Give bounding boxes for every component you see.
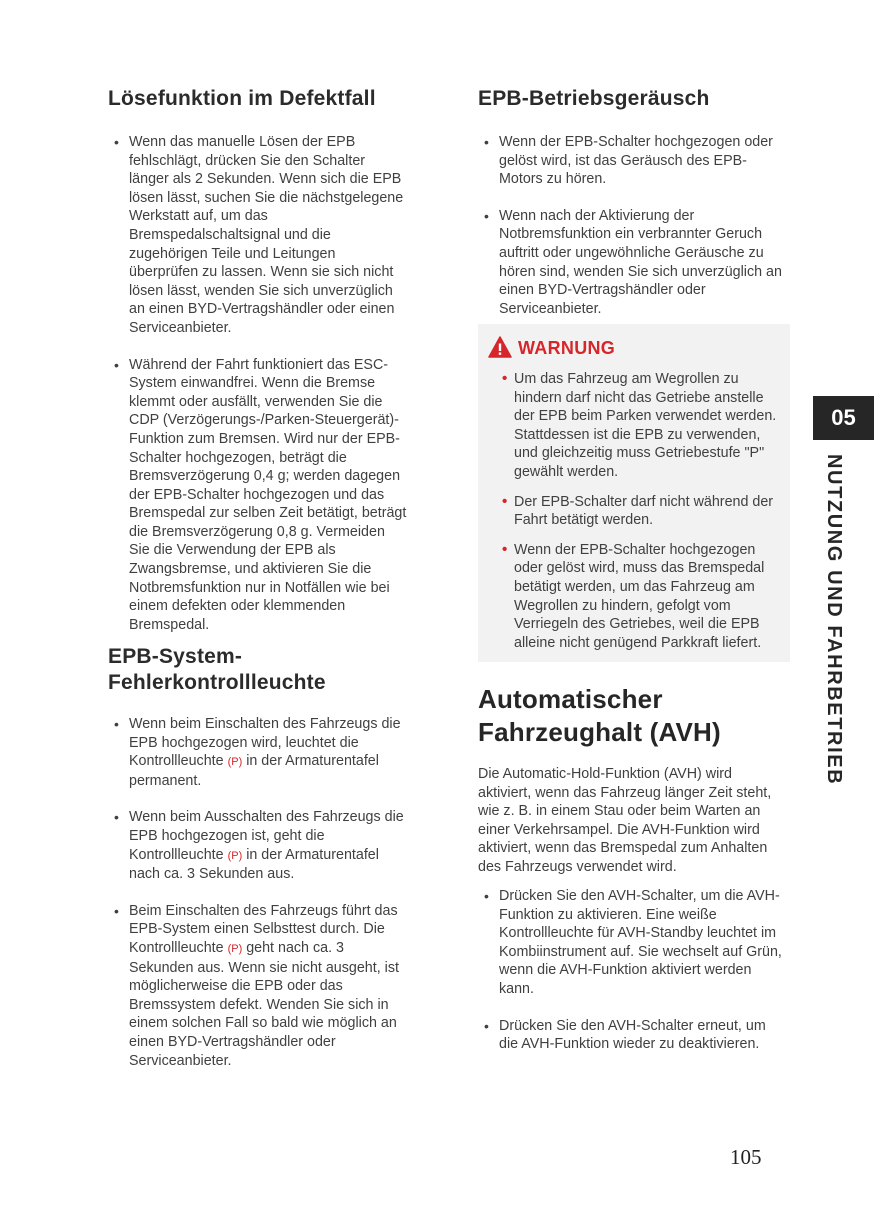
list-item-text: Wenn das manuelle Lösen der EPB fehlschlägt, drücken Sie den Schalter länger als 2 Sekunden. Wenn sich die EPB lösen lässt, suchen Sie die nächstgelegene Werkstatt auf, um das Bremspedalschaltsignal und die zugehörigen Teile und Leitungen überprüfen zu lassen. Wenn sie sich nicht lösen lässt, wenden Sie sich unverzüglich an einen BYD-Vertragshändler oder einen Serviceanbieter.	[129, 134, 404, 336]
list-item	[478, 887, 788, 999]
bullet-icon: •	[502, 540, 508, 558]
list-item-text: Wenn der EPB-Schalter hochgezogen oder gelöst wird, muss das Bremspedal betätigt werden, um das Fahrzeug am Wegrollen zu hindern, gefolgt vom Verriegeln des Getriebes, weil die EPB alleine nicht genügend Parkkraft liefert.	[514, 541, 765, 651]
defect-release-list	[108, 133, 408, 652]
title-line-1: EPB-System-	[108, 645, 243, 668]
list-item-text: Beim Einschalten des Fahrzeugs führt das EPB-System einen Selbsttest durch. Die Kontrollleuchte	[129, 902, 398, 956]
list-item	[502, 370, 784, 482]
list-item-text: in der Armaturentafel permanent.	[129, 753, 379, 789]
list-item	[108, 715, 408, 790]
page-number: 105	[730, 1145, 762, 1169]
warning-title: WARNUNG	[518, 338, 616, 358]
list-item	[502, 541, 784, 653]
avh-list	[478, 887, 788, 1072]
bullet-icon: •	[502, 492, 508, 510]
parking-brake-indicator-icon: (P)	[227, 849, 243, 862]
bullet-icon: •	[484, 207, 489, 224]
warning-list	[502, 370, 784, 663]
list-item-text: Der EPB-Schalter darf nicht während der Fahrt betätigt werden.	[514, 493, 774, 529]
bullet-icon: •	[114, 716, 119, 732]
parking-brake-indicator-icon: (P)	[227, 756, 243, 769]
section-title-epb-noise: EPB-Betriebsgeräusch	[478, 87, 710, 110]
warning-triangle-icon	[488, 336, 512, 358]
list-item	[478, 133, 788, 189]
parking-brake-indicator-icon: (P)	[227, 942, 243, 955]
section-title-epb-indicator	[108, 644, 408, 696]
section-title-defect-release: Lösefunktion im Defektfall	[108, 87, 376, 110]
chapter-label: NUTZUNG UND FAHRBETRIEB	[823, 454, 845, 786]
list-item-text: Drücken Sie den AVH-Schalter erneut, um die AVH-Funktion wieder zu deaktivieren.	[499, 1017, 766, 1053]
list-item-text: geht nach ca. 3 Sekunden aus. Wenn sie nicht ausgeht, ist möglicherweise die EPB oder das Bremssystem defekt. Wenden Sie sich in einem solchen Fall so bald wie möglich an einen BYD-Vertragshändler oder Serviceanbieter.	[129, 939, 399, 1069]
list-item	[502, 493, 784, 530]
bullet-icon: •	[484, 888, 489, 904]
list-item-text: Wenn beim Ausschalten des Fahrzeugs die EPB hochgezogen ist, geht die Kontrollleuchte	[129, 809, 404, 863]
bullet-icon: •	[484, 1017, 489, 1034]
list-item-text: Um das Fahrzeug am Wegrollen zu hindern darf nicht das Getriebe anstelle der EPB beim Parken verwendet werden. Stattdessen ist die EPB zu verwenden, und gleichzeitig muss Getriebestufe "P" gewählt werden.	[514, 371, 777, 480]
list-item	[108, 133, 408, 338]
bullet-icon: •	[484, 134, 489, 150]
title-line-2: Fehlerkontrollleuchte	[108, 671, 326, 694]
bullet-icon: •	[114, 809, 119, 826]
epb-noise-list	[478, 133, 788, 336]
list-item	[108, 902, 408, 1070]
bullet-icon: •	[114, 902, 119, 919]
bullet-icon: •	[114, 356, 119, 373]
warning-box	[478, 324, 790, 662]
list-item-text: Wenn der EPB-Schalter hochgezogen oder gelöst wird, ist das Geräusch des EPB-Motors zu hören.	[499, 134, 773, 188]
bullet-icon: •	[114, 134, 119, 150]
list-item-text: in der Armaturentafel nach ca. 3 Sekunden aus.	[129, 846, 379, 883]
list-item	[108, 356, 408, 635]
epb-indicator-list	[108, 715, 408, 1088]
list-item	[108, 808, 408, 883]
list-item-text: Wenn nach der Aktivierung der Notbremsfunktion ein verbrannter Geruch auftritt oder ungewöhnliche Geräusche zu hören sind, wenden Sie sich unverzüglich an einen BYD-Vertragshändler oder Serviceanbieter.	[499, 207, 782, 317]
list-item-text: Wenn beim Einschalten des Fahrzeugs die EPB hochgezogen wird, leuchtet die Kontrollleuchte	[129, 716, 401, 770]
avh-intro-paragraph: Die Automatic-Hold-Funktion (AVH) wird aktiviert, wenn das Fahrzeug länger Zeit steht, wie z. B. in einem Stau oder beim Warten an einer Verkehrsampel. Die AVH-Funktion wird aktiviert, wenn das Bremspedal zum Anhalten des Fahrzeugs verwendet wird.	[478, 766, 772, 875]
list-item-text: Drücken Sie den AVH-Schalter, um die AVH-Funktion zu aktivieren. Eine weiße Kontrollleuchte für AVH-Standby leuchtet im Kombiinstrument auf. Sie wechselt auf Grün, wenn die AVH-Funktion aktiviert werden kann.	[499, 888, 782, 997]
section-title-avh	[478, 683, 788, 749]
title-line-1: Automatischer	[478, 684, 663, 714]
bullet-icon: •	[502, 370, 508, 387]
list-item	[478, 207, 788, 319]
title-line-2: Fahrzeughalt (AVH)	[478, 717, 721, 747]
list-item	[478, 1017, 788, 1054]
chapter-tab: 05	[813, 396, 874, 440]
list-item-text: Während der Fahrt funktioniert das ESC-System einwandfrei. Wenn die Bremse klemmt oder ausfällt, verwenden Sie die CDP (Verzögerungs-/Parken-Steuergerät)-Funktion zum Bremsen. Wird nur der EPB-Schalter hochgezogen, beträgt die Bremsverzögerung 0,4 g; werden dagegen der EPB-Schalter hochgezogen und das Bremspedal zur selben Zeit betätigt, beträgt die Bremsverzögerung 0,8 g. Vermeiden Sie die Verwendung der EPB als Zwangsbremse, und aktivieren Sie die Notbremsfunktion nur in Notfällen wie bei einem defekten oder klemmenden Bremspedal.	[129, 356, 407, 633]
